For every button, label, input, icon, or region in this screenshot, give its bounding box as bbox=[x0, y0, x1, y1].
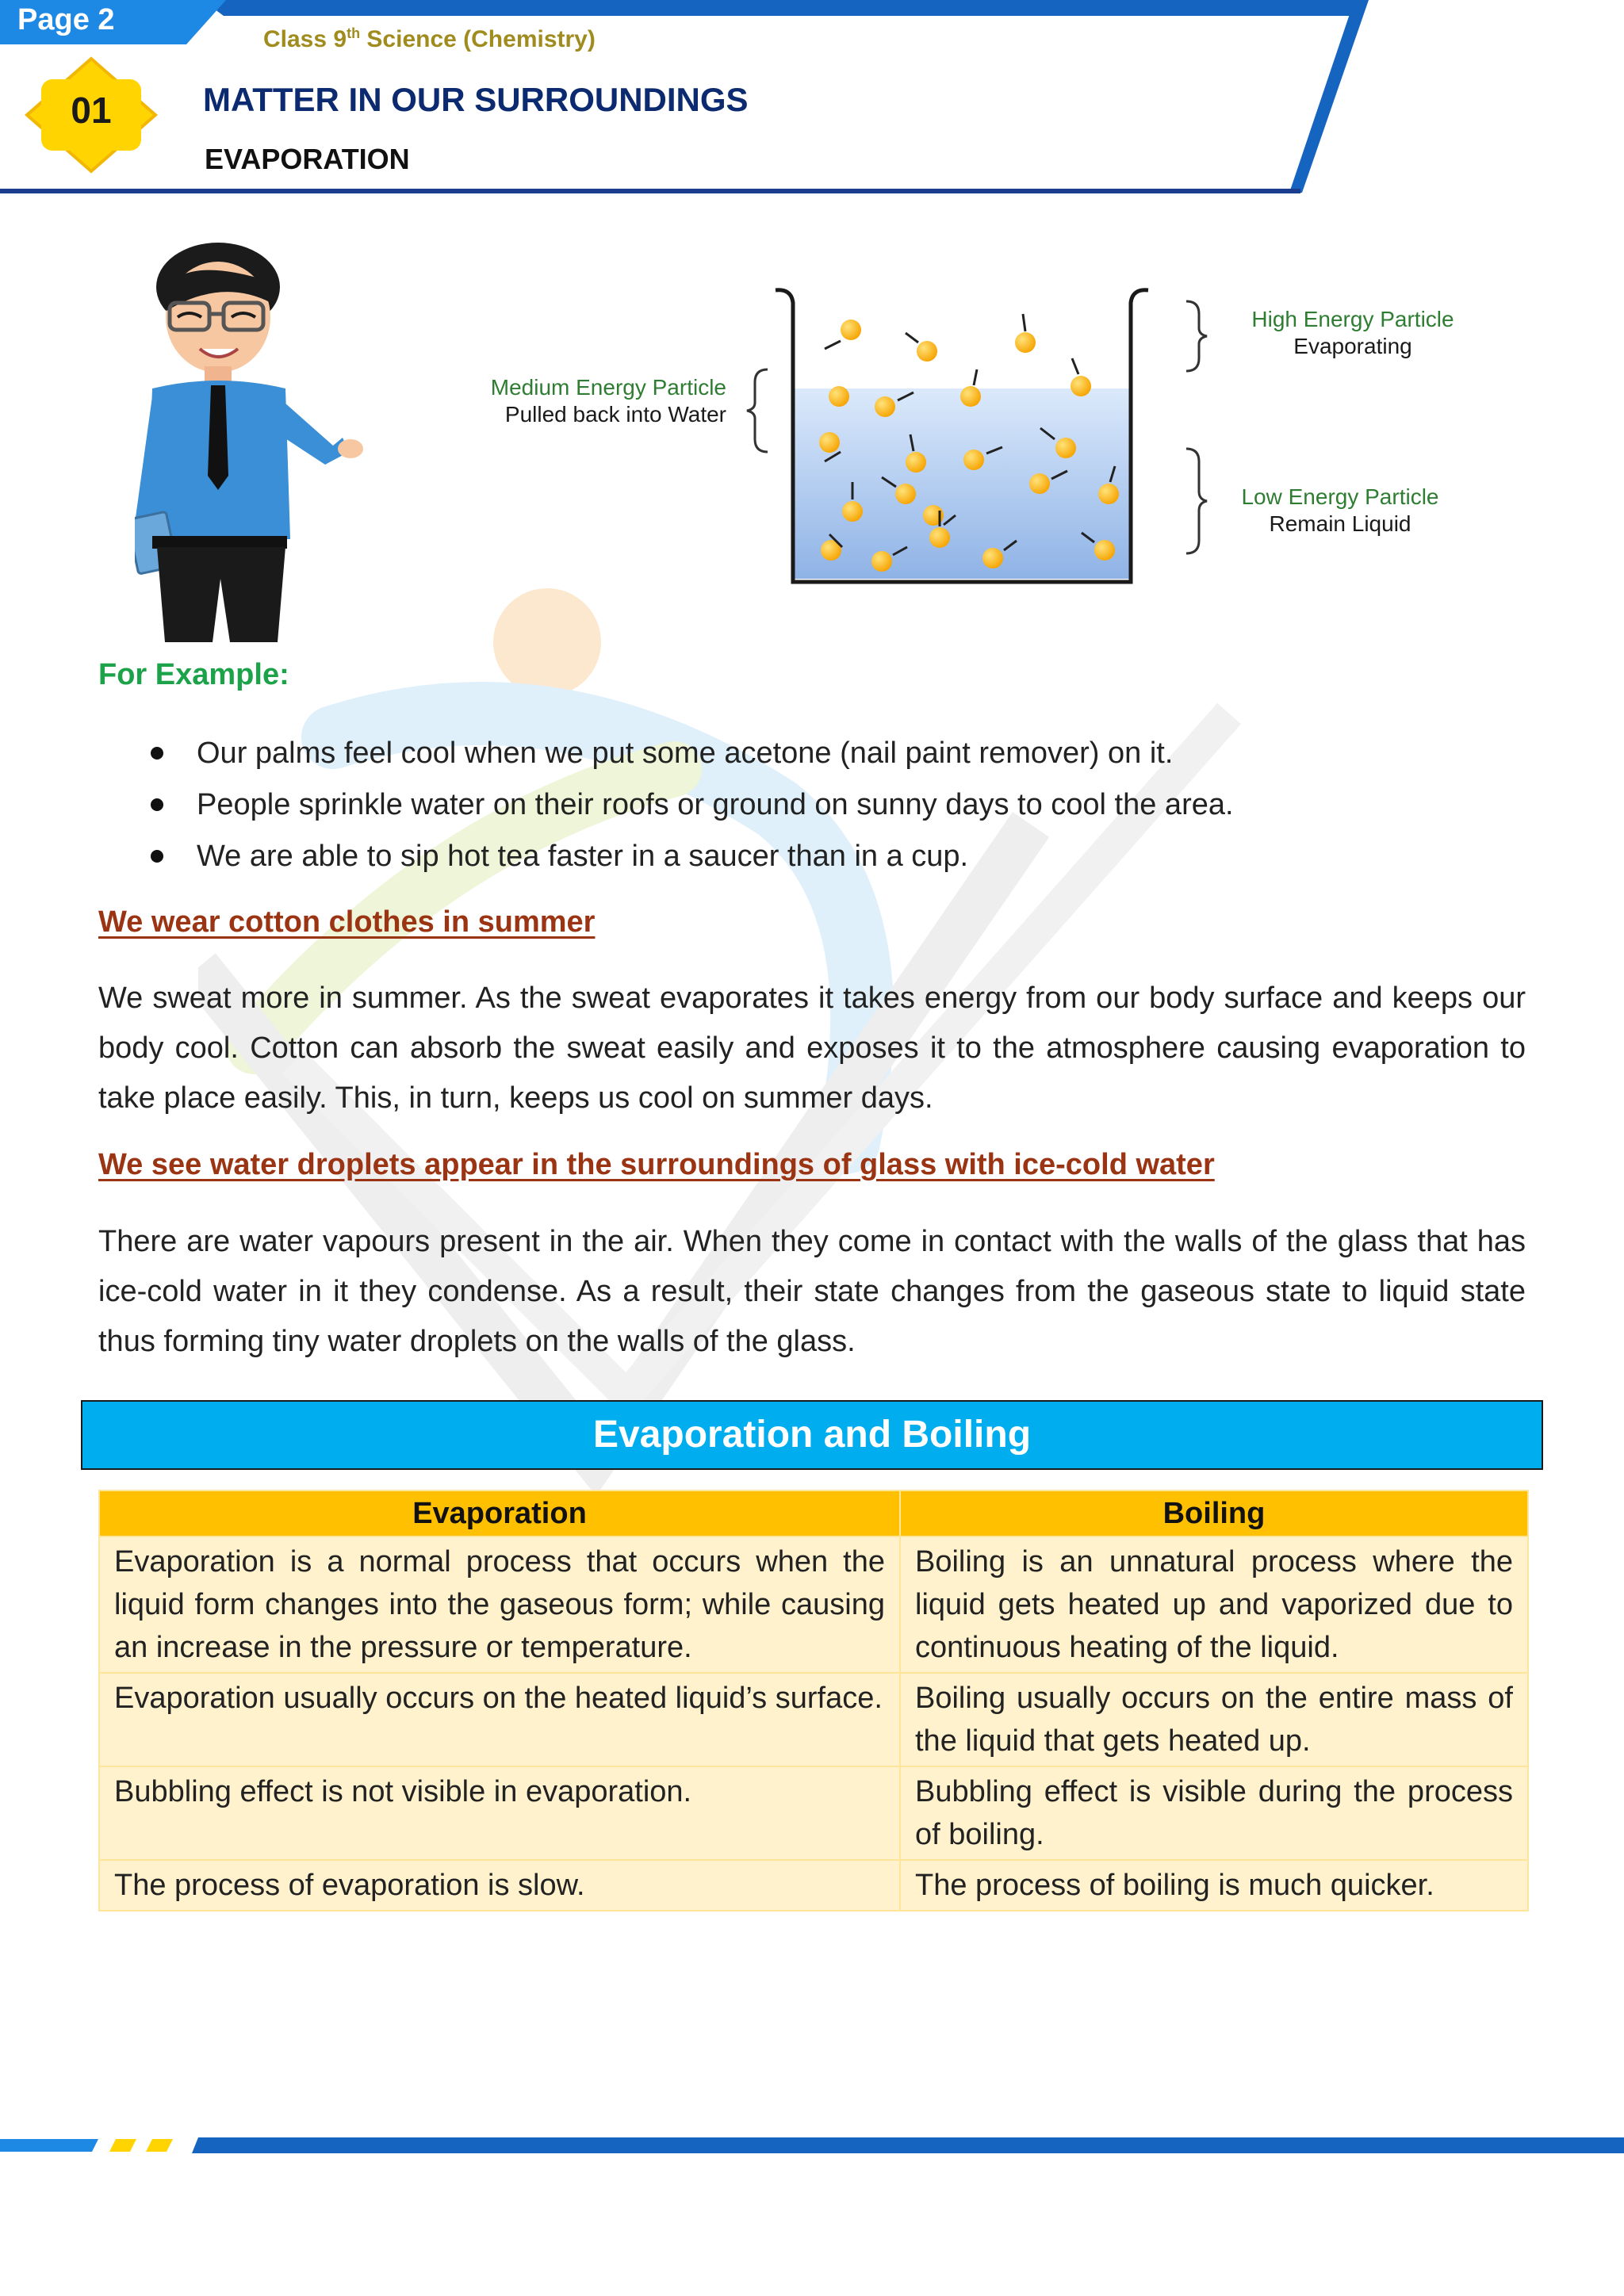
comparison-banner bbox=[81, 1400, 1543, 1470]
table-cell: Evaporation usually occurs on the heated liquid’s surface. bbox=[99, 1673, 900, 1766]
table-row bbox=[99, 1860, 1528, 1911]
page-number: Page 2 bbox=[17, 3, 115, 36]
chapter-number: 01 bbox=[71, 90, 112, 131]
table-row bbox=[99, 1673, 1528, 1766]
comparison-table bbox=[98, 1490, 1529, 1911]
table-cell: The process of boiling is much quicker. bbox=[900, 1860, 1528, 1911]
example-heading: For Example: bbox=[98, 658, 289, 691]
list-item: People sprinkle water on their roofs or ground on sunny days to cool the area. bbox=[151, 779, 1546, 831]
column-header: Evaporation bbox=[99, 1490, 900, 1536]
teacher-illustration bbox=[135, 238, 365, 650]
label-medium-energy: Medium Energy Particle Pulled back into Water bbox=[490, 375, 726, 427]
table-cell: Boiling is an unnatural process where the liquid gets heated up and vaporized due to continuous heating of the liquid. bbox=[900, 1536, 1528, 1673]
class-subject-line: Class 9th Science (Chemistry) bbox=[263, 25, 596, 52]
topic-title: EVAPORATION bbox=[205, 143, 410, 175]
example-list bbox=[151, 728, 1546, 882]
droplets-heading: We see water droplets appear in the surroundings of glass with ice-cold water bbox=[98, 1148, 1215, 1181]
column-header: Boiling bbox=[900, 1490, 1528, 1536]
table-cell: Boiling usually occurs on the entire mass of the liquid that gets heated up. bbox=[900, 1673, 1528, 1766]
label-high-energy: High Energy Particle Evaporating bbox=[1251, 307, 1454, 358]
table-cell: Bubbling effect is not visible in evaporation. bbox=[99, 1766, 900, 1860]
table-row bbox=[99, 1766, 1528, 1860]
page-tab bbox=[0, 0, 238, 44]
comparison-banner-title: Evaporation and Boiling bbox=[592, 1414, 1032, 1456]
chapter-title: MATTER IN OUR SURROUNDINGS bbox=[203, 81, 749, 118]
table-row bbox=[99, 1536, 1528, 1673]
cotton-heading: We wear cotton clothes in summer bbox=[98, 905, 596, 939]
table-cell: Evaporation is a normal process that occurs when the liquid form changes into the gaseous form; while causing an increase in the pressure or temperature. bbox=[99, 1536, 900, 1673]
cotton-paragraph: We sweat more in summer. As the sweat evaporates it takes energy from our body surface and keeps our body cool. Cotton can absorb the sweat easily and exposes it to the atmosphere causing evaporation to take place easily. This, in turn, keeps us cool on summer days. bbox=[98, 982, 1526, 1115]
footer-decoration bbox=[0, 2133, 1624, 2156]
label-low-energy: Low Energy Particle Remain Liquid bbox=[1241, 484, 1439, 536]
list-item: Our palms feel cool when we put some acetone (nail paint remover) on it. bbox=[151, 728, 1546, 779]
list-item: We are able to sip hot tea faster in a saucer than in a cup. bbox=[151, 831, 1546, 882]
droplets-paragraph: There are water vapours present in the air. When they come in contact with the walls of the glass that has ice-cold water in it they condense. As a result, their state changes from the gaseous state to liquid state thus forming tiny water droplets on the walls of the glass. bbox=[98, 1225, 1526, 1358]
table-cell: Bubbling effect is visible during the process of boiling. bbox=[900, 1766, 1528, 1860]
table-header-row bbox=[99, 1490, 1528, 1536]
table-cell: The process of evaporation is slow. bbox=[99, 1860, 900, 1911]
